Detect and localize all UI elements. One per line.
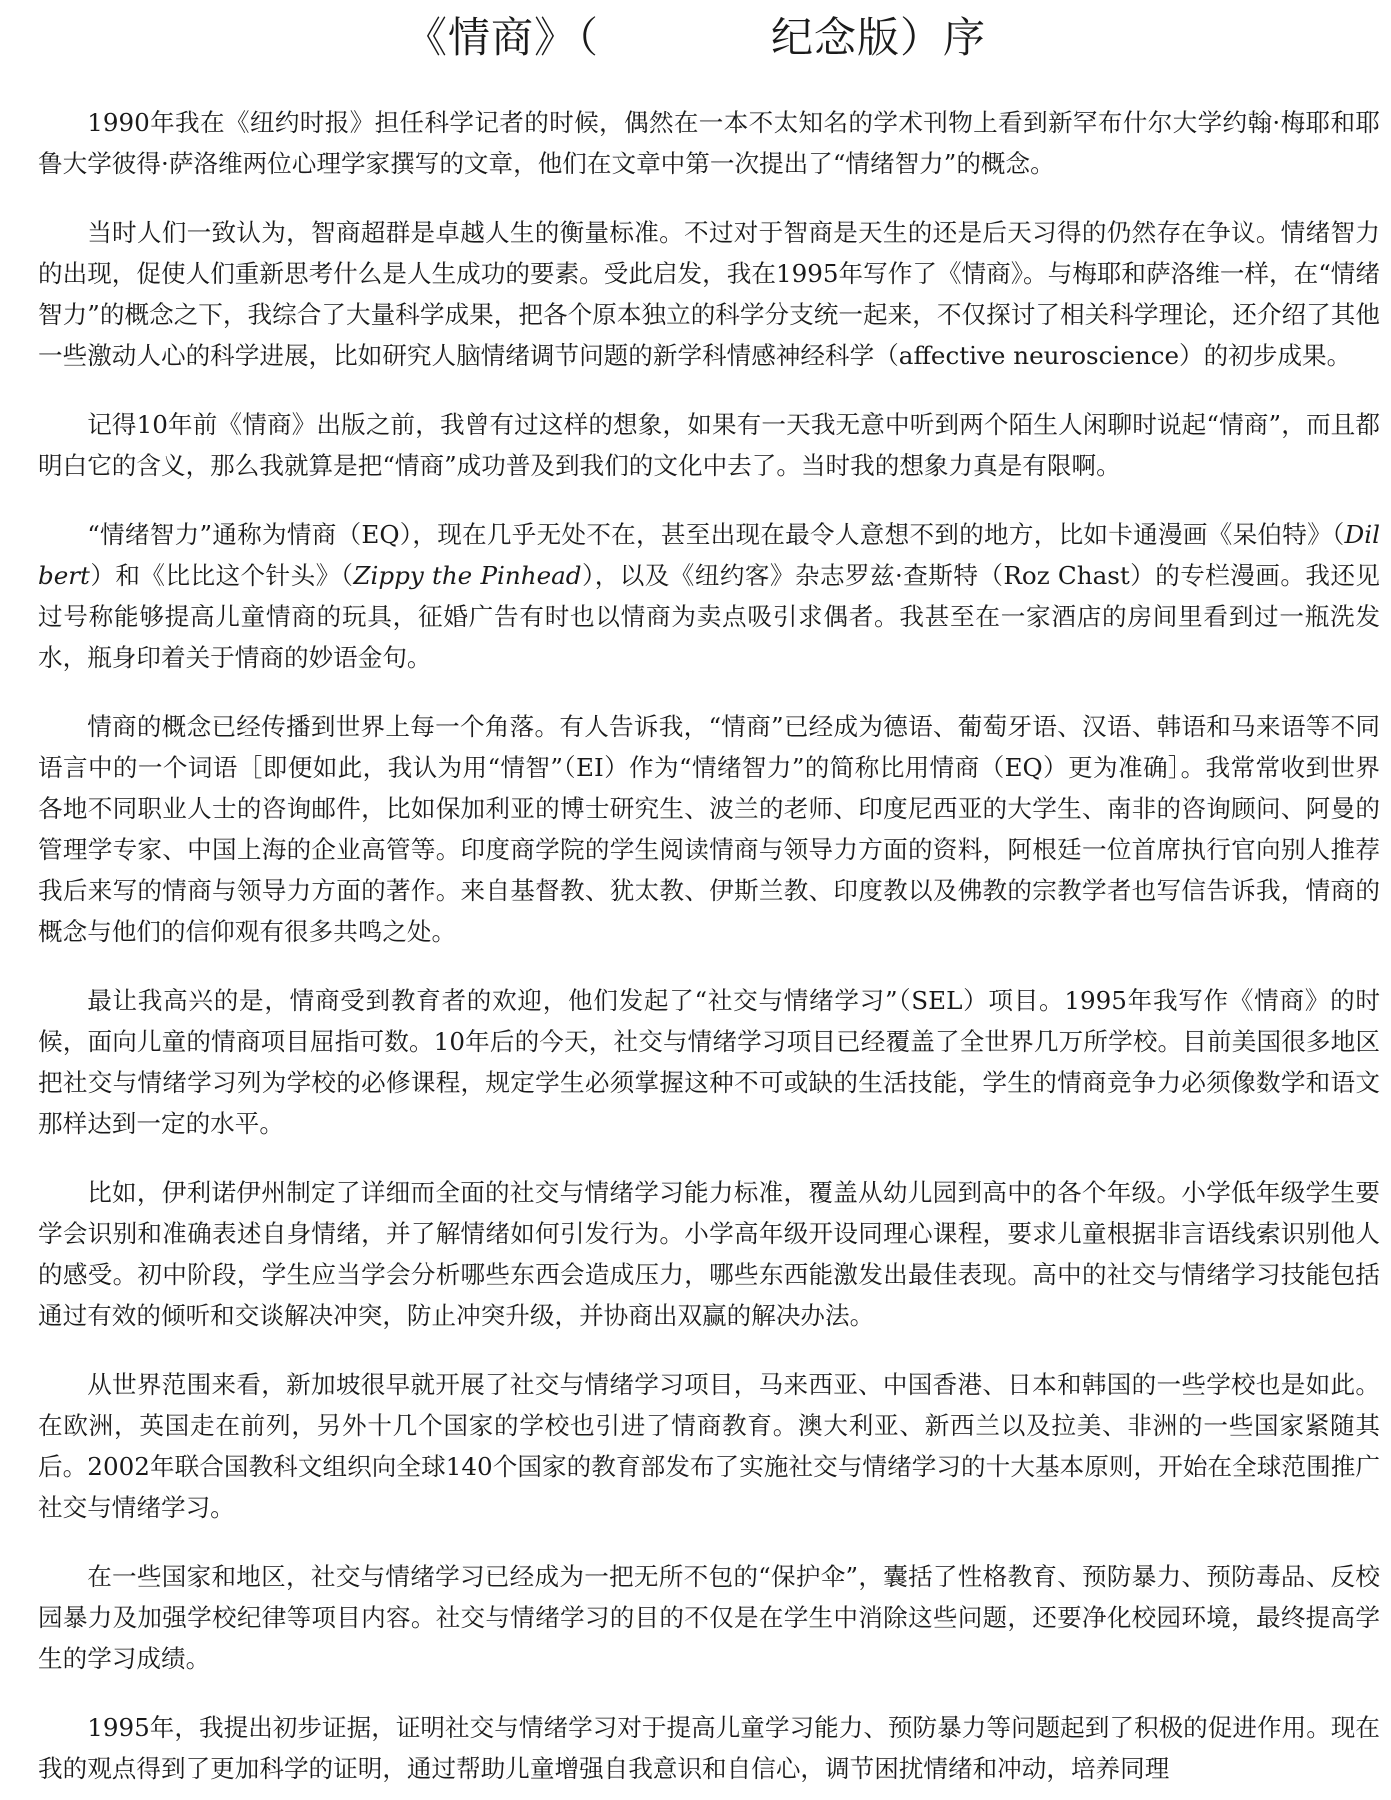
- paragraph-10: 1995年，我提出初步证据，证明社交与情绪学习对于提高儿童学习能力、预防暴力等问题起到了积极的促进作用。现在我的观点得到了更加科学的证明，通过帮助儿童增强自我意识和自信心，调节困扰情绪和冲动，培养同理: [38, 1713, 1380, 1783]
- paragraph-9: 在一些国家和地区，社交与情绪学习已经成为一把无所不包的“保护伞”，囊括了性格教育、预防暴力、预防毒品、反校园暴力及加强学校纪律等项目内容。社交与情绪学习的目的不仅是在学生中消除这些问题，还要净化校园环境，最终提高学生的学习成绩。: [38, 1562, 1380, 1673]
- paragraph-1: 1990年我在《纽约时报》担任科学记者的时候，偶然在一本不太知名的学术刊物上看到新罕布什尔大学约翰·梅耶和耶鲁大学彼得·萨洛维两位心理学家撰写的文章，他们在文章中第一次提出了“情绪智力”的概念。: [38, 108, 1380, 178]
- paragraph-4: “情绪智力”通称为情商（EQ），现在几乎无处不在，甚至出现在最令人意想不到的地方，比如卡通漫画《呆伯特》（Dilbert）和《比比这个针头》（Zippy the Pinhead），以及《纽约客》杂志罗兹·查斯特（Roz Chast）的专栏漫画。我还见过号称能够提高儿童情商的玩具，征婚广告有时也以情商为卖点吸引求偶者。我甚至在一家酒店的房间里看到过一瓶洗发水，瓶身印着关于情商的妙语金句。: [38, 520, 1380, 672]
- paragraph-2: 当时人们一致认为，智商超群是卓越人生的衡量标准。不过对于智商是天生的还是后天习得的仍然存在争议。情绪智力的出现，促使人们重新思考什么是人生成功的要素。受此启发，我在1995年写作了《情商》。与梅耶和萨洛维一样，在“情绪智力”的概念之下，我综合了大量科学成果，把各个原本独立的科学分支统一起来，不仅探讨了相关科学理论，还介绍了其他一些激动人心的科学进展，比如研究人脑情绪调节问题的新学科情感神经科学（affective neuroscience）的初步成果。: [38, 218, 1380, 370]
- page-title: 《情商》（ 纪念版）序: [404, 13, 986, 62]
- paragraph-6: 最让我高兴的是，情商受到教育者的欢迎，他们发起了“社交与情绪学习”（SEL）项目。1995年我写作《情商》的时候，面向儿童的情商项目屈指可数。10年后的今天，社交与情绪学习项目已经覆盖了全世界几万所学校。目前美国很多地区把社交与情绪学习列为学校的必修课程，规定学生必须掌握这种不可或缺的生活技能，学生的情商竞争力必须像数学和语文那样达到一定的水平。: [38, 986, 1380, 1138]
- paragraph-7: 比如，伊利诺伊州制定了详细而全面的社交与情绪学习能力标准，覆盖从幼儿园到高中的各个年级。小学低年级学生要学会识别和准确表述自身情绪，并了解情绪如何引发行为。小学高年级开设同理心课程，要求儿童根据非言语线索识别他人的感受。初中阶段，学生应当学会分析哪些东西会造成压力，哪些东西能激发出最佳表现。高中的社交与情绪学习技能包括通过有效的倾听和交谈解决冲突，防止冲突升级，并协商出双赢的解决办法。: [38, 1178, 1380, 1330]
- italic-title: Dilbert: [38, 520, 1380, 590]
- document-body: [38, 102, 1380, 1800]
- paragraph-3: 记得10年前《情商》出版之前，我曾有过这样的想象，如果有一天我无意中听到两个陌生人闲聊时说起“情商”，而且都明白它的含义，那么我就算是把“情商”成功普及到我们的文化中去了。当时我的想象力真是有限啊。: [38, 410, 1380, 480]
- italic-title: Zippy the Pinhead: [353, 561, 582, 590]
- paragraph-8: 从世界范围来看，新加坡很早就开展了社交与情绪学习项目，马来西亚、中国香港、日本和韩国的一些学校也是如此。在欧洲，英国走在前列，另外十几个国家的学校也引进了情商教育。澳大利亚、新西兰以及拉美、非洲的一些国家紧随其后。2002年联合国教科文组织向全球140个国家的教育部发布了实施社交与情绪学习的十大基本原则，开始在全球范围推广社交与情绪学习。: [38, 1370, 1380, 1522]
- paragraph-5: 情商的概念已经传播到世界上每一个角落。有人告诉我，“情商”已经成为德语、葡萄牙语、汉语、韩语和马来语等不同语言中的一个词语［即便如此，我认为用“情智”（EI）作为“情绪智力”的简称比用情商（EQ）更为准确］。我常常收到世界各地不同职业人士的咨询邮件，比如保加利亚的博士研究生、波兰的老师、印度尼西亚的大学生、南非的咨询顾问、阿曼的管理学专家、中国上海的企业高管等。印度商学院的学生阅读情商与领导力方面的资料，阿根廷一位首席执行官向别人推荐我后来写的情商与领导力方面的著作。来自基督教、犹太教、伊斯兰教、印度教以及佛教的宗教学者也写信告诉我，情商的概念与他们的信仰观有很多共鸣之处。: [38, 712, 1380, 946]
